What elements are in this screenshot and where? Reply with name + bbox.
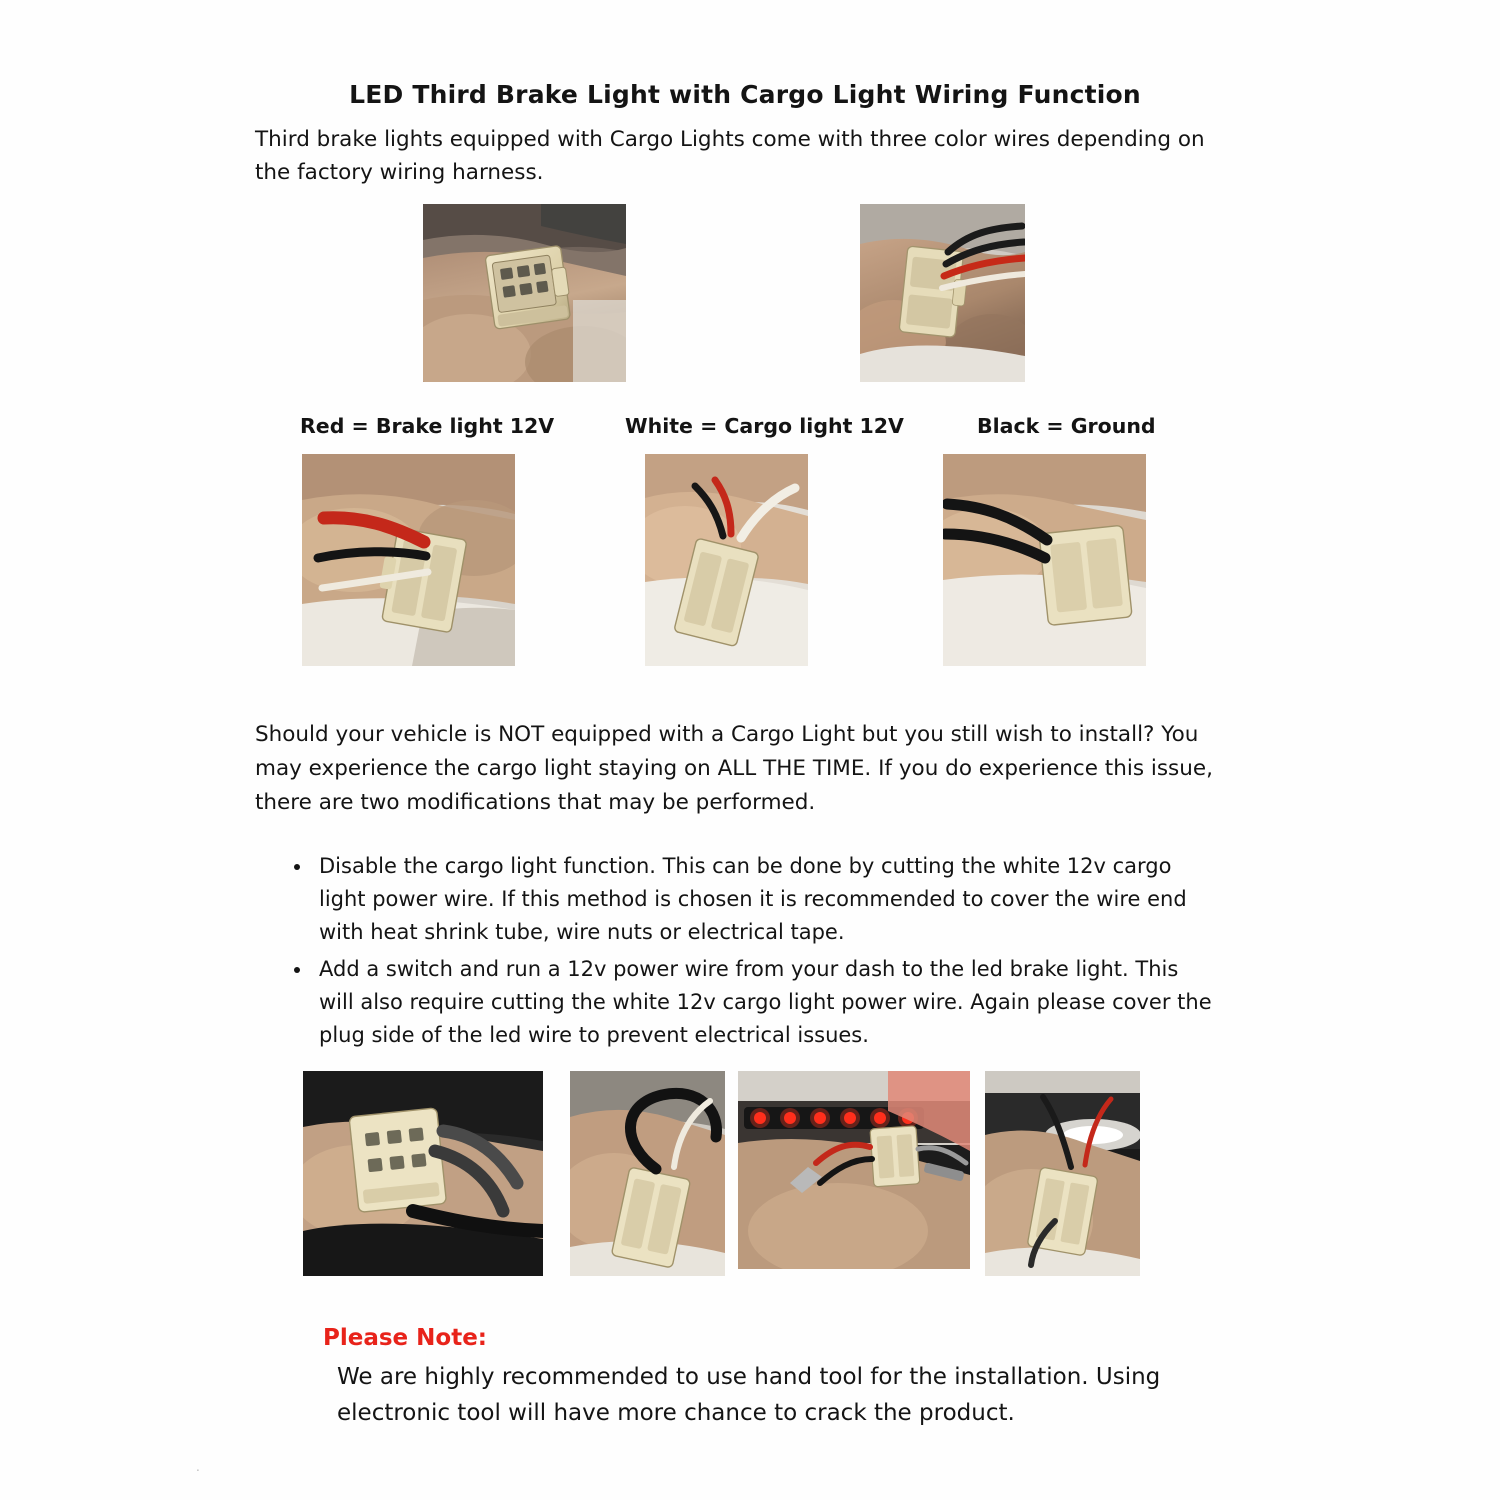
photo-white-wire — [645, 454, 808, 666]
photo-row-wires — [255, 454, 1215, 672]
list-item: • Add a switch and run a 12v power wire from your dash to the led brake light. This will also require cutting the white 12v cargo light power wire. Again please cover the plug side of the led wire to prevent electrical issues. — [313, 953, 1215, 1053]
list-item: • Disable the cargo light function. This can be done by cutting the white 12v cargo light power wire. If this method is chosen it is recommended to cover the wire end with heat shrink tube, wire nuts or electrical tape. — [313, 850, 1215, 950]
photo-black-wire — [943, 454, 1146, 666]
intro-paragraph: Third brake lights equipped with Cargo Lights come with three color wires depending on the factory wiring harness. — [255, 127, 1205, 186]
photo-led-bar-lit-white — [985, 1071, 1140, 1276]
caption-red-wire: Red = Brake light 12V — [300, 413, 555, 438]
photo-row-bottom — [255, 1071, 1215, 1283]
note-heading: Please Note: — [323, 1324, 487, 1351]
wire-caption-row — [255, 414, 1215, 448]
caption-black-wire: Black = Ground — [977, 413, 1156, 438]
modification-list — [255, 850, 1215, 1053]
photo-connector-front — [423, 204, 626, 382]
modification-intro-paragraph: Should your vehicle is NOT equipped with a Cargo Light but you still wish to install? You may experience the cargo light staying on ALL THE TIME. If you do experience this issue, there are two modifications that may be performed. — [255, 721, 1213, 815]
document-content — [255, 80, 1215, 1432]
photo-red-wire — [302, 454, 515, 666]
photo-cutting-pliers — [303, 1071, 543, 1276]
corner-mark: . — [196, 1460, 200, 1474]
photo-led-bar-lit-red — [738, 1071, 970, 1269]
page-title: LED Third Brake Light with Cargo Light Wiring Function — [349, 80, 1141, 109]
photo-wire-loop — [570, 1071, 725, 1276]
photo-row-top — [255, 204, 1215, 386]
photo-connector-wires — [860, 204, 1025, 382]
caption-white-wire: White = Cargo light 12V — [625, 413, 904, 438]
note-body: We are highly recommended to use hand tool for the installation. Using electronic tool will have more chance to crack the product. — [337, 1363, 1161, 1427]
